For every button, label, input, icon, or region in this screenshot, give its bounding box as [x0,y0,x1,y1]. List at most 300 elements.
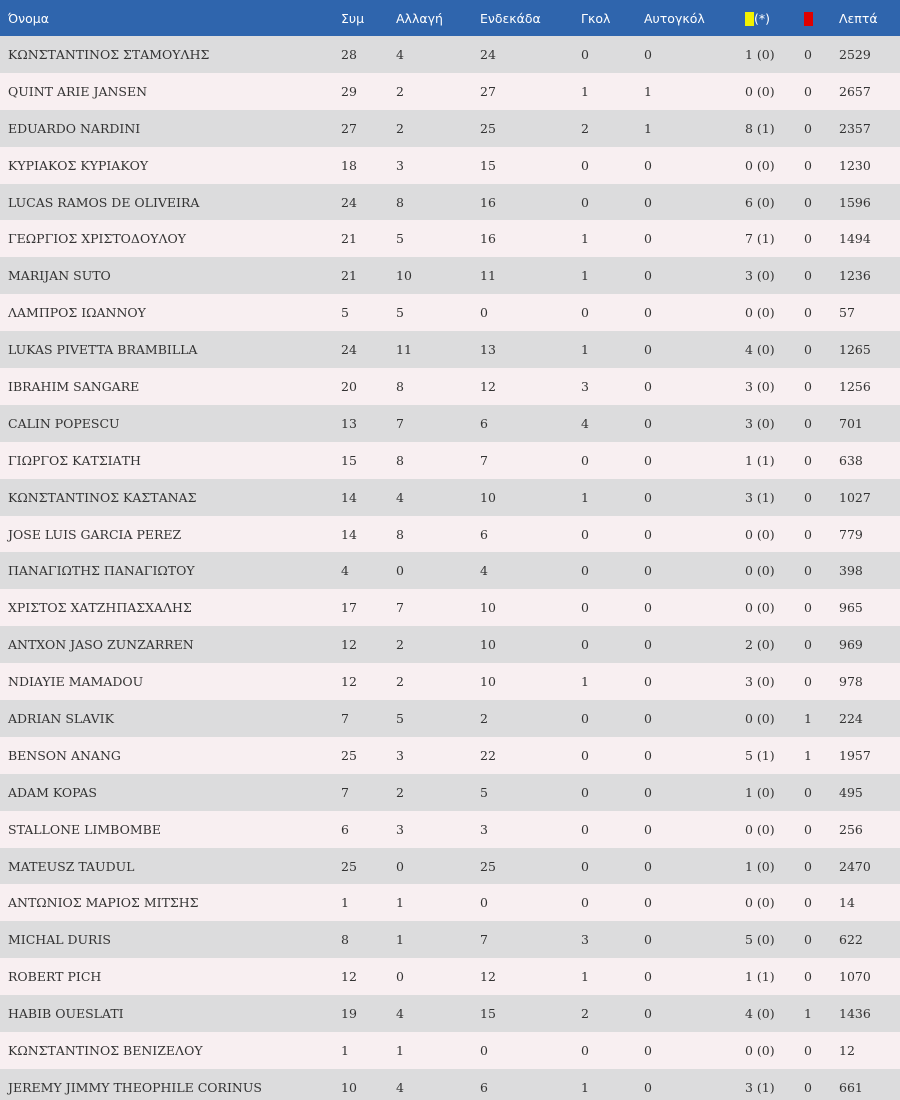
apps-cell: 24 [341,194,357,210]
red-cards-cell: 0 [804,1042,812,1058]
goals-cell: 1 [581,489,589,505]
player-name-cell: LUKAS PIVETTA BRAMBILLA [8,342,198,358]
table-row [0,663,900,700]
goals-cell: 0 [581,895,589,911]
player-name-cell: JEREMY JIMMY THEOPHILE CORINUS [8,1079,262,1095]
yellow-cards-cell: 3 (0) [745,415,775,431]
player-name-cell: JOSE LUIS GARCIA PEREZ [8,526,182,542]
starts-cell: 15 [480,1006,496,1022]
player-name-cell: HABIB OUESLATI [8,1006,124,1022]
starts-cell: 4 [480,563,488,579]
table-row [0,36,900,73]
own-goals-cell: 0 [644,932,652,948]
minutes-cell: 1265 [839,342,871,358]
red-cards-cell: 0 [804,563,812,579]
starts-cell: 16 [480,231,496,247]
apps-cell: 14 [341,526,357,542]
apps-cell: 1 [341,895,349,911]
player-name-cell: LUCAS RAMOS DE OLIVEIRA [8,194,200,210]
subs-cell: 4 [396,46,404,62]
table-row [0,700,900,737]
table-row [0,331,900,368]
table-row [0,147,900,184]
table-row [0,774,900,811]
column-header-minutes[interactable]: Λεπτά [839,10,878,26]
player-name-cell: MICHAL DURIS [8,932,111,948]
red-cards-cell: 0 [804,83,812,99]
yellow-cards-cell: 1 (0) [745,784,775,800]
apps-cell: 4 [341,563,349,579]
own-goals-cell: 0 [644,710,652,726]
yellow-cards-cell: 0 (0) [745,157,775,173]
own-goals-cell: 0 [644,858,652,874]
player-name-cell: ADAM KOPAS [8,784,97,800]
starts-cell: 6 [480,526,488,542]
table-row [0,442,900,479]
table-row [0,73,900,110]
own-goals-cell: 0 [644,489,652,505]
starts-cell: 0 [480,1042,488,1058]
table-row [0,405,900,442]
goals-cell: 0 [581,821,589,837]
apps-cell: 12 [341,637,357,653]
subs-cell: 2 [396,120,404,136]
apps-cell: 21 [341,268,357,284]
apps-cell: 10 [341,1079,357,1095]
minutes-cell: 978 [839,674,863,690]
goals-cell: 0 [581,600,589,616]
apps-cell: 7 [341,784,349,800]
table-row [0,811,900,848]
red-cards-cell: 1 [804,710,812,726]
yellow-cards-cell: 0 (0) [745,305,775,321]
own-goals-cell: 0 [644,452,652,468]
goals-cell: 2 [581,1006,589,1022]
subs-cell: 5 [396,305,404,321]
goals-cell: 1 [581,1079,589,1095]
player-name-cell: ΛΑΜΠΡΟΣ ΙΩΑΝΝΟΥ [8,305,146,321]
goals-cell: 1 [581,268,589,284]
own-goals-cell: 0 [644,231,652,247]
red-cards-cell: 1 [804,1006,812,1022]
goals-cell: 0 [581,563,589,579]
apps-cell: 29 [341,83,357,99]
yellow-cards-cell: 4 (0) [745,342,775,358]
subs-cell: 2 [396,784,404,800]
goals-cell: 0 [581,526,589,542]
red-cards-cell: 0 [804,895,812,911]
minutes-cell: 495 [839,784,863,800]
yellow-cards-cell: 3 (1) [745,489,775,505]
table-row [0,220,900,257]
yellow-cards-cell: 4 (0) [745,1006,775,1022]
apps-cell: 21 [341,231,357,247]
red-cards-cell: 0 [804,452,812,468]
minutes-cell: 14 [839,895,855,911]
subs-cell: 5 [396,710,404,726]
apps-cell: 12 [341,674,357,690]
yellow-cards-cell: 0 (0) [745,710,775,726]
goals-cell: 0 [581,46,589,62]
own-goals-cell: 0 [644,600,652,616]
column-header-subs[interactable]: Αλλαγή [396,10,443,26]
starts-cell: 10 [480,674,496,690]
column-header-own-goals[interactable]: Αυτογκόλ [644,10,705,26]
minutes-cell: 2470 [839,858,871,874]
subs-cell: 4 [396,489,404,505]
subs-cell: 0 [396,858,404,874]
own-goals-cell: 0 [644,157,652,173]
goals-cell: 0 [581,452,589,468]
table-row [0,626,900,663]
table-row [0,921,900,958]
table-row [0,737,900,774]
player-name-cell: ΑΝΤΩΝΙΟΣ ΜΑΡΙΟΣ ΜΙΤΣΗΣ [8,895,199,911]
subs-cell: 4 [396,1079,404,1095]
goals-cell: 0 [581,747,589,763]
player-name-cell: ANTXON JASO ZUNZARREN [8,637,194,653]
minutes-cell: 1494 [839,231,871,247]
player-name-cell: ΚΥΡΙΑΚΟΣ ΚΥΡΙΑΚΟΥ [8,157,149,173]
own-goals-cell: 0 [644,784,652,800]
yellow-cards-cell: 7 (1) [745,231,775,247]
red-cards-cell: 0 [804,674,812,690]
apps-cell: 15 [341,452,357,468]
goals-cell: 0 [581,305,589,321]
red-cards-cell: 0 [804,784,812,800]
apps-cell: 7 [341,710,349,726]
subs-cell: 8 [396,452,404,468]
player-name-cell: NDIAYIE MAMADOU [8,674,144,690]
player-name-cell: MARIJAN SUTO [8,268,111,284]
player-name-cell: CALIN POPESCU [8,415,120,431]
red-cards-cell: 0 [804,268,812,284]
minutes-cell: 1596 [839,194,871,210]
goals-cell: 1 [581,342,589,358]
player-name-cell: EDUARDO NARDINI [8,120,141,136]
table-header [0,0,900,36]
red-cards-cell: 0 [804,231,812,247]
subs-cell: 8 [396,378,404,394]
starts-cell: 6 [480,415,488,431]
minutes-cell: 224 [839,710,863,726]
apps-cell: 14 [341,489,357,505]
table-row [0,257,900,294]
yellow-cards-cell: 3 (1) [745,1079,775,1095]
own-goals-cell: 0 [644,378,652,394]
apps-cell: 18 [341,157,357,173]
own-goals-cell: 0 [644,194,652,210]
own-goals-cell: 0 [644,305,652,321]
starts-cell: 16 [480,194,496,210]
subs-cell: 0 [396,969,404,985]
red-cards-cell: 0 [804,489,812,505]
own-goals-cell: 0 [644,563,652,579]
own-goals-cell: 0 [644,821,652,837]
red-cards-cell: 0 [804,821,812,837]
yellow-cards-cell: 5 (0) [745,932,775,948]
player-name-cell: ΠΑΝΑΓΙΩΤΗΣ ΠΑΝΑΓΙΩΤΟΥ [8,563,195,579]
starts-cell: 25 [480,120,496,136]
subs-cell: 0 [396,563,404,579]
player-name-cell: QUINT ARIE JANSEN [8,83,148,99]
table-row [0,479,900,516]
red-cards-cell: 0 [804,378,812,394]
own-goals-cell: 0 [644,526,652,542]
red-cards-cell: 0 [804,194,812,210]
subs-cell: 7 [396,600,404,616]
apps-cell: 12 [341,969,357,985]
minutes-cell: 638 [839,452,863,468]
goals-cell: 0 [581,157,589,173]
apps-cell: 6 [341,821,349,837]
goals-cell: 0 [581,637,589,653]
minutes-cell: 1070 [839,969,871,985]
goals-cell: 4 [581,415,589,431]
yellow-cards-cell: 6 (0) [745,194,775,210]
apps-cell: 17 [341,600,357,616]
player-name-cell: BENSON ANANG [8,747,121,763]
own-goals-cell: 0 [644,415,652,431]
own-goals-cell: 0 [644,969,652,985]
table-row [0,552,900,589]
goals-cell: 1 [581,674,589,690]
minutes-cell: 2657 [839,83,871,99]
minutes-cell: 1436 [839,1006,871,1022]
starts-cell: 6 [480,1079,488,1095]
yellow-cards-cell: 3 (0) [745,674,775,690]
starts-cell: 15 [480,157,496,173]
table-row [0,1032,900,1069]
yellow-cards-cell: 0 (0) [745,83,775,99]
starts-cell: 2 [480,710,488,726]
red-cards-cell: 0 [804,637,812,653]
starts-cell: 0 [480,895,488,911]
red-cards-cell: 0 [804,415,812,431]
goals-cell: 0 [581,194,589,210]
yellow-cards-cell: 0 (0) [745,895,775,911]
starts-cell: 5 [480,784,488,800]
minutes-cell: 57 [839,305,855,321]
column-header-goals[interactable]: Γκολ [581,10,611,26]
subs-cell: 1 [396,1042,404,1058]
player-name-cell: ΓΕΩΡΓΙΟΣ ΧΡΙΣΤΟΔΟΥΛΟΥ [8,231,186,247]
goals-cell: 3 [581,932,589,948]
goals-cell: 1 [581,231,589,247]
column-header-red-cards[interactable] [804,0,839,36]
table-row [0,110,900,147]
minutes-cell: 1256 [839,378,871,394]
player-name-cell: ΚΩΝΣΤΑΝΤΙΝΟΣ ΣΤΑΜΟΥΛΗΣ [8,46,210,62]
starts-cell: 3 [480,821,488,837]
subs-cell: 10 [396,268,412,284]
own-goals-cell: 0 [644,1079,652,1095]
starts-cell: 10 [480,600,496,616]
starts-cell: 10 [480,637,496,653]
apps-cell: 19 [341,1006,357,1022]
subs-cell: 1 [396,932,404,948]
player-name-cell: ΧΡΙΣΤΟΣ ΧΑΤΖΗΠΑΣΧΑΛΗΣ [8,600,192,616]
red-cards-cell: 0 [804,157,812,173]
own-goals-cell: 1 [644,120,652,136]
yellow-cards-suffix: (*) [754,10,771,26]
own-goals-cell: 0 [644,342,652,358]
goals-cell: 0 [581,784,589,800]
apps-cell: 8 [341,932,349,948]
minutes-cell: 12 [839,1042,855,1058]
apps-cell: 28 [341,46,357,62]
starts-cell: 27 [480,83,496,99]
yellow-cards-cell: 1 (1) [745,452,775,468]
yellow-cards-cell: 0 (0) [745,1042,775,1058]
red-cards-cell: 0 [804,932,812,948]
red-cards-cell: 0 [804,305,812,321]
player-name-cell: ΓΙΩΡΓΟΣ ΚΑΤΣΙΑΤΗ [8,452,141,468]
minutes-cell: 256 [839,821,863,837]
table-row [0,368,900,405]
goals-cell: 0 [581,858,589,874]
player-name-cell: ADRIAN SLAVIK [8,710,114,726]
apps-cell: 13 [341,415,357,431]
subs-cell: 1 [396,895,404,911]
own-goals-cell: 0 [644,1042,652,1058]
player-name-cell: ΚΩΝΣΤΑΝΤΙΝΟΣ ΒΕΝΙΖΕΛΟΥ [8,1042,203,1058]
minutes-cell: 1027 [839,489,871,505]
own-goals-cell: 0 [644,895,652,911]
yellow-cards-cell: 1 (0) [745,858,775,874]
yellow-cards-cell: 0 (0) [745,526,775,542]
goals-cell: 2 [581,120,589,136]
column-header-yellow-cards[interactable] [745,0,804,36]
subs-cell: 3 [396,821,404,837]
yellow-cards-cell: 3 (0) [745,378,775,394]
apps-cell: 27 [341,120,357,136]
yellow-cards-cell: 8 (1) [745,120,775,136]
apps-cell: 20 [341,378,357,394]
minutes-cell: 1236 [839,268,871,284]
yellow-cards-cell: 0 (0) [745,563,775,579]
minutes-cell: 2357 [839,120,871,136]
minutes-cell: 965 [839,600,863,616]
table-row [0,1069,900,1100]
yellow-card-icon [745,12,754,26]
minutes-cell: 1230 [839,157,871,173]
subs-cell: 8 [396,526,404,542]
red-cards-cell: 0 [804,858,812,874]
apps-cell: 25 [341,747,357,763]
yellow-cards-cell: 1 (0) [745,46,775,62]
yellow-cards-cell: 2 (0) [745,637,775,653]
apps-cell: 24 [341,342,357,358]
yellow-cards-cell: 5 (1) [745,747,775,763]
minutes-cell: 398 [839,563,863,579]
minutes-cell: 969 [839,637,863,653]
table-row [0,958,900,995]
own-goals-cell: 0 [644,1006,652,1022]
starts-cell: 7 [480,452,488,468]
player-name-cell: MATEUSZ TAUDUL [8,858,135,874]
starts-cell: 12 [480,378,496,394]
red-cards-cell: 0 [804,46,812,62]
own-goals-cell: 0 [644,637,652,653]
table-row [0,589,900,626]
table-row [0,995,900,1032]
goals-cell: 1 [581,83,589,99]
table-row [0,884,900,921]
column-header-name[interactable]: Όνομα [8,10,49,26]
minutes-cell: 701 [839,415,863,431]
red-cards-cell: 0 [804,600,812,616]
player-name-cell: ΚΩΝΣΤΑΝΤΙΝΟΣ ΚΑΣΤΑΝΑΣ [8,489,197,505]
own-goals-cell: 0 [644,674,652,690]
table-row [0,516,900,553]
minutes-cell: 661 [839,1079,863,1095]
subs-cell: 7 [396,415,404,431]
yellow-cards-cell: 0 (0) [745,600,775,616]
red-cards-cell: 0 [804,120,812,136]
starts-cell: 0 [480,305,488,321]
table-row [0,848,900,885]
subs-cell: 2 [396,674,404,690]
red-cards-cell: 1 [804,747,812,763]
starts-cell: 10 [480,489,496,505]
player-name-cell: ROBERT PICH [8,969,102,985]
subs-cell: 3 [396,157,404,173]
subs-cell: 2 [396,83,404,99]
goals-cell: 0 [581,1042,589,1058]
apps-cell: 5 [341,305,349,321]
player-name-cell: IBRAHIM SANGARE [8,378,140,394]
player-name-cell: STALLONE LIMBOMBE [8,821,161,837]
starts-cell: 22 [480,747,496,763]
apps-cell: 25 [341,858,357,874]
yellow-cards-cell: 3 (0) [745,268,775,284]
column-header-starts[interactable]: Ενδεκάδα [480,10,541,26]
starts-cell: 24 [480,46,496,62]
subs-cell: 2 [396,637,404,653]
subs-cell: 4 [396,1006,404,1022]
red-cards-cell: 0 [804,342,812,358]
own-goals-cell: 0 [644,747,652,763]
table-row [0,184,900,221]
own-goals-cell: 1 [644,83,652,99]
red-cards-cell: 0 [804,526,812,542]
table-row [0,294,900,331]
table-body [0,36,900,1100]
column-header-apps[interactable]: Συμ [341,10,365,26]
red-cards-cell: 0 [804,1079,812,1095]
minutes-cell: 622 [839,932,863,948]
minutes-cell: 1957 [839,747,871,763]
subs-cell: 11 [396,342,412,358]
subs-cell: 3 [396,747,404,763]
minutes-cell: 2529 [839,46,871,62]
goals-cell: 3 [581,378,589,394]
starts-cell: 12 [480,969,496,985]
own-goals-cell: 0 [644,46,652,62]
subs-cell: 5 [396,231,404,247]
starts-cell: 25 [480,858,496,874]
own-goals-cell: 0 [644,268,652,284]
red-card-icon [804,12,813,26]
starts-cell: 13 [480,342,496,358]
minutes-cell: 779 [839,526,863,542]
goals-cell: 0 [581,710,589,726]
table-header-row [0,0,900,36]
subs-cell: 8 [396,194,404,210]
goals-cell: 1 [581,969,589,985]
apps-cell: 1 [341,1042,349,1058]
